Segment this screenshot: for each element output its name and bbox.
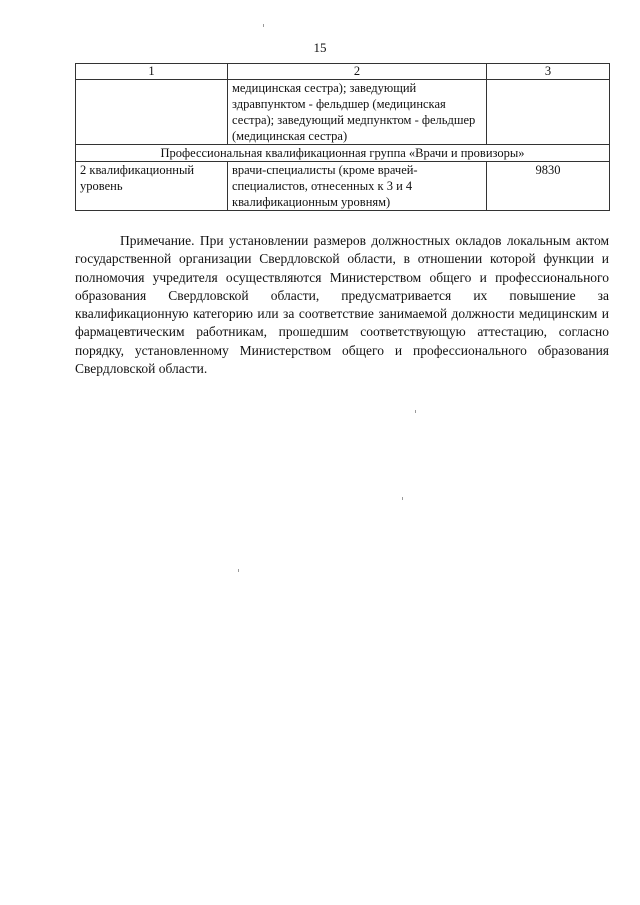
note-paragraph: Примечание. При установлении размеров должностных окладов локальным актом государственной организации Свердловской области, в отношении которой функции и полномочия учредителя осуществляются Министерством общего и профессионального образования Свердловской области, предусматривается их повышение за квалификационную категорию или за соответствие занимаемой должности медицинским и фармацевтическим работникам, прошедшим соответствующую аттестацию, согласно порядку, установленному Министерством общего и профессионального образования Свердловской области. (75, 233, 609, 377)
table-row (76, 162, 610, 211)
table-row (76, 80, 610, 145)
page-number: 15 (313, 40, 327, 55)
table-header-cell: 2 (228, 64, 487, 80)
salary-table (75, 63, 610, 211)
salary-cell (487, 80, 610, 145)
scan-artifact (415, 410, 416, 413)
professional-group-title: Профессиональная квалификационная группа «Врачи и провизоры» (76, 145, 610, 162)
scan-artifact (402, 497, 403, 500)
scan-artifact (263, 24, 264, 27)
positions-cell: медицинская сестра); заведующий здравпунктом - фельдшер (медицинская сестра); заведующий медпунктом - фельдшер (медицинская сестра) (228, 80, 487, 145)
qualification-level-cell: 2 квалификационный уровень (76, 162, 228, 211)
table-header-cell: 3 (487, 64, 610, 80)
salary-cell: 9830 (487, 162, 610, 211)
table-header-cell: 1 (76, 64, 228, 80)
qualification-level-cell (76, 80, 228, 145)
professional-group-row (76, 145, 610, 162)
positions-cell: врачи-специалисты (кроме врачей-специалистов, отнесенных к 3 и 4 квалификационным уровням) (228, 162, 487, 211)
table-header-row (76, 64, 610, 80)
scan-artifact (238, 569, 239, 572)
